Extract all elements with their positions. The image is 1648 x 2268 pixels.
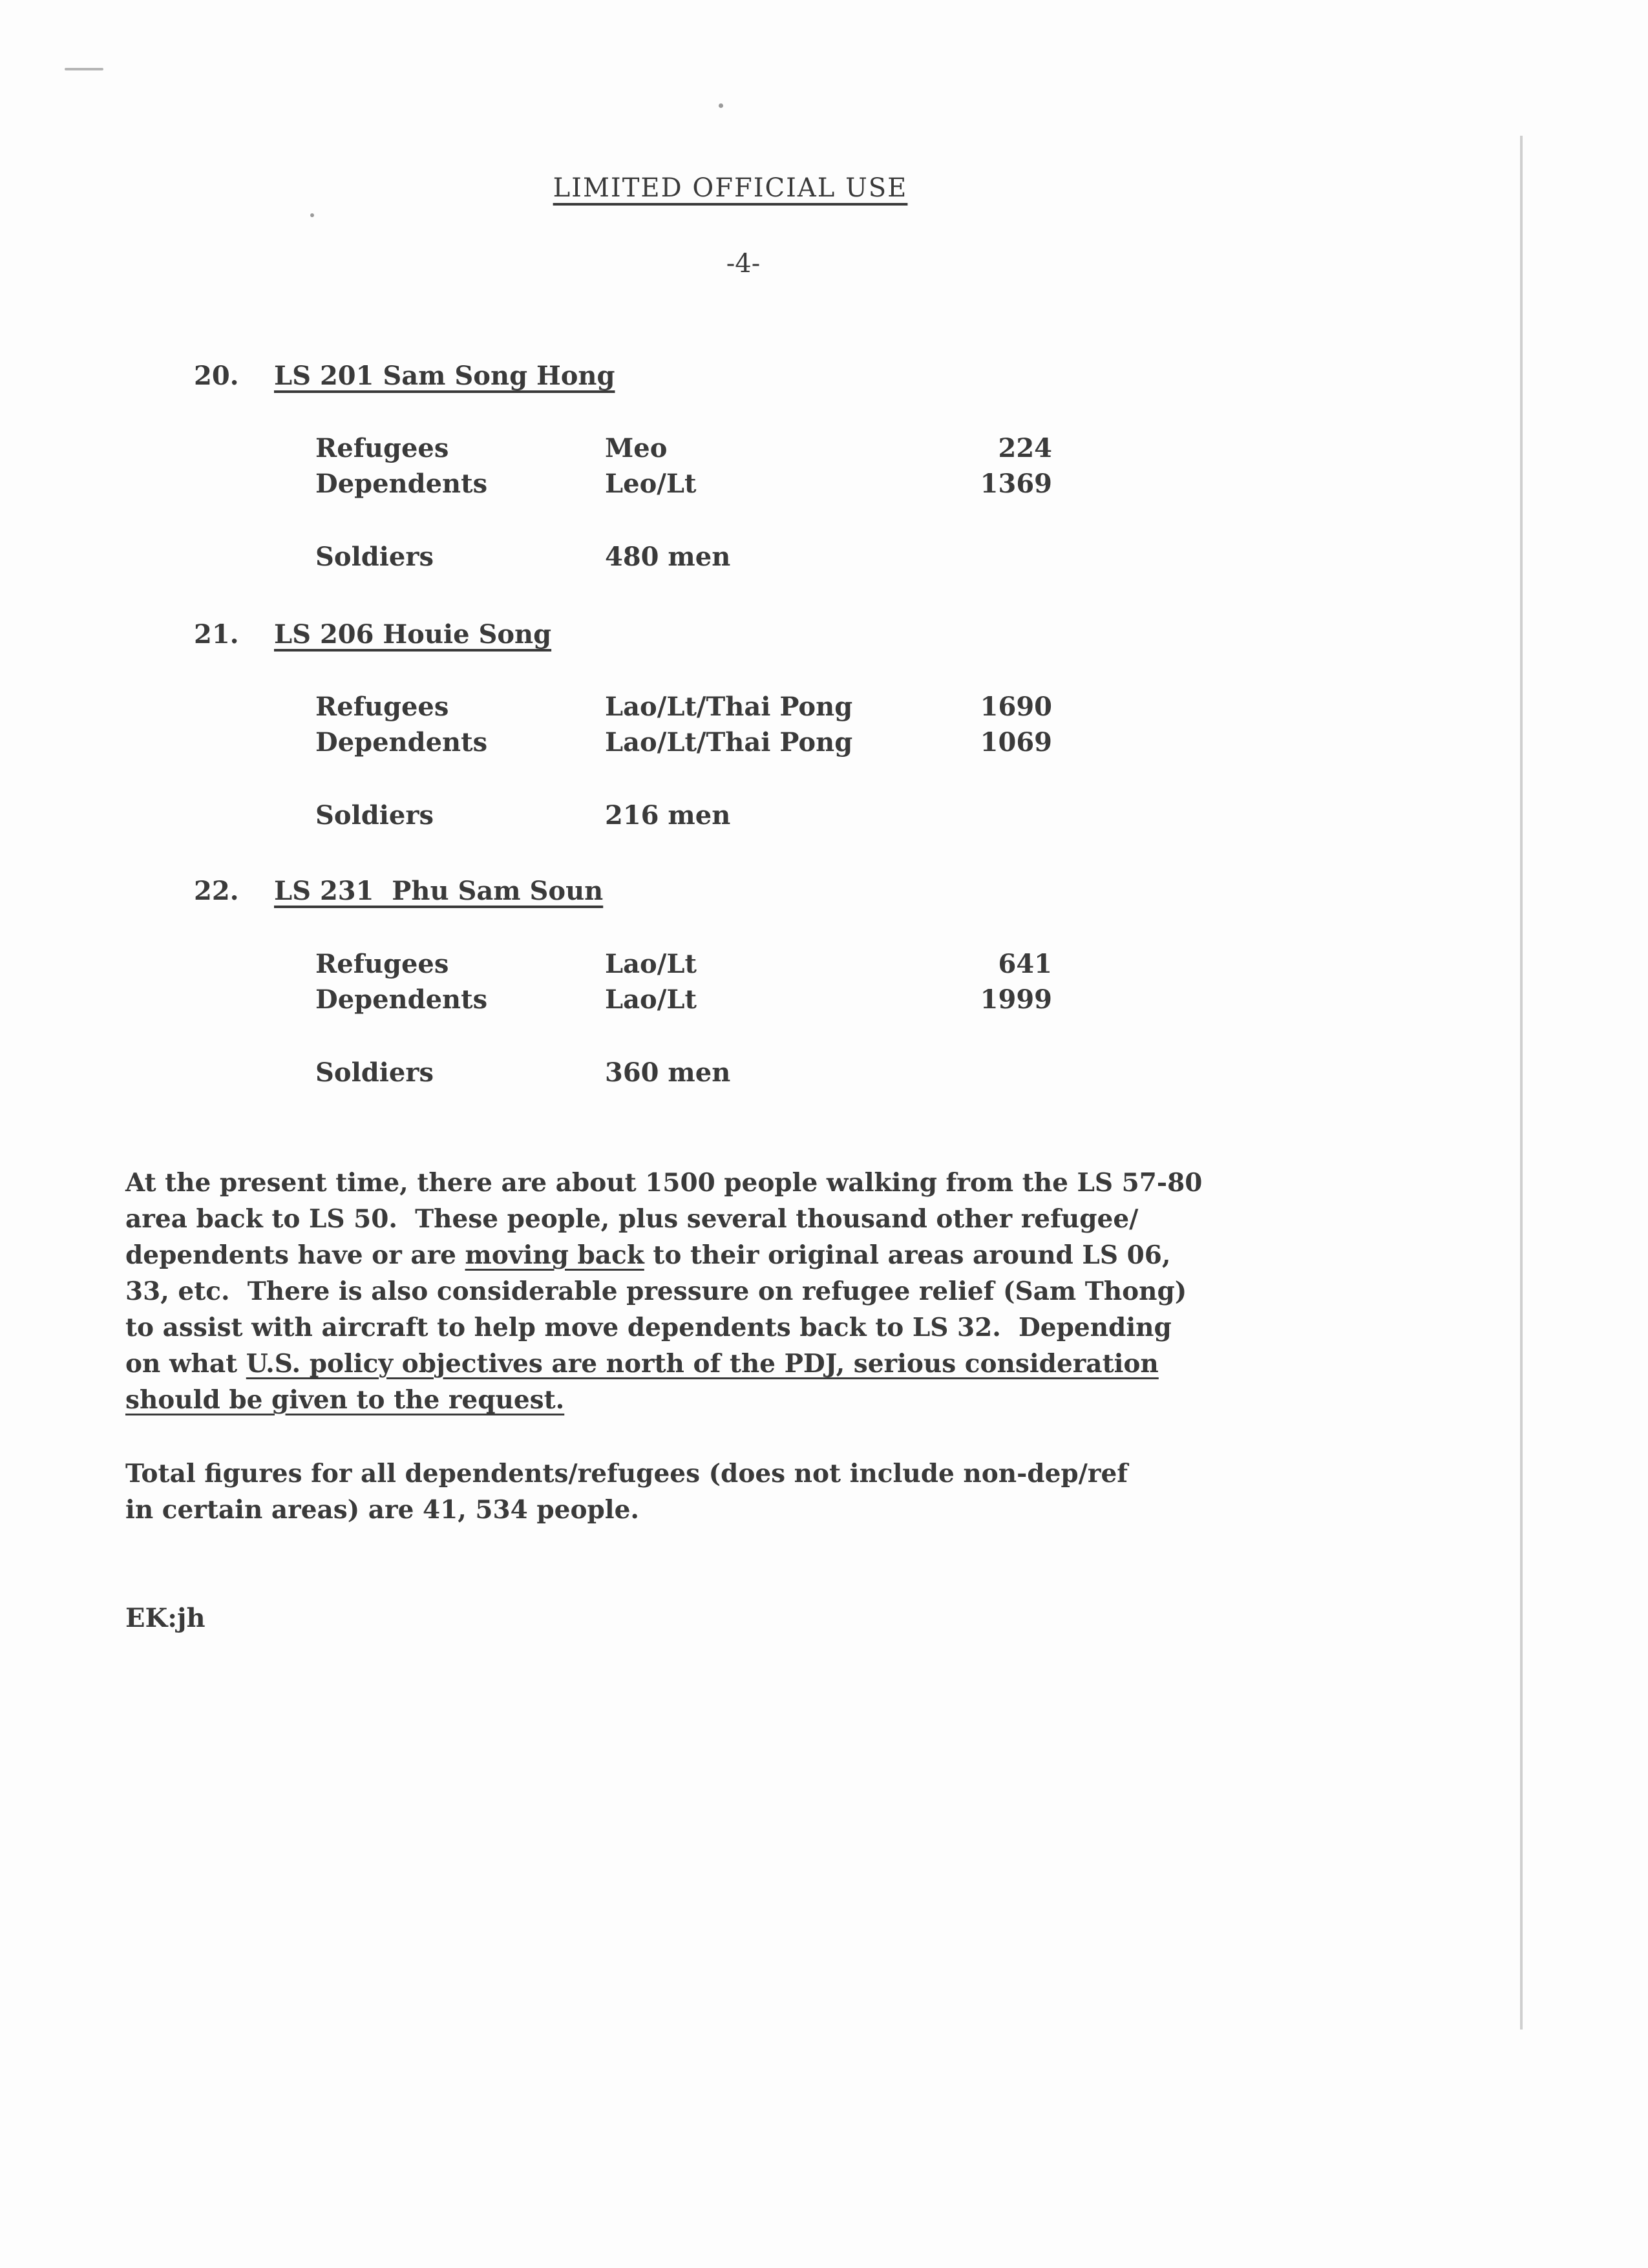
paragraph-line: in certain areas) are 41, 534 people. bbox=[125, 1495, 639, 1525]
section-number: 22. bbox=[194, 876, 239, 906]
row-value: 360 men bbox=[605, 1057, 731, 1088]
refugees-row bbox=[315, 692, 1052, 728]
soldiers-row bbox=[315, 800, 1052, 836]
row-count: 641 bbox=[998, 949, 1052, 979]
underlined-text: moving back bbox=[465, 1240, 644, 1270]
row-value: 216 men bbox=[605, 800, 731, 831]
section-title: LS 231 Phu Sam Soun bbox=[274, 876, 604, 906]
row-label: Refugees bbox=[315, 692, 449, 722]
paragraph-line: to assist with aircraft to help move dependents back to LS 32. Depending bbox=[125, 1313, 1172, 1342]
row-count: 1369 bbox=[980, 469, 1052, 499]
row-group: Lao/Lt/Thai Pong bbox=[605, 727, 853, 758]
paragraph-line bbox=[125, 1382, 1353, 1418]
underlined-text: should be given to the request. bbox=[125, 1385, 565, 1415]
classification-header: LIMITED OFFICIAL USE bbox=[553, 173, 908, 203]
row-label: Soldiers bbox=[315, 800, 434, 831]
section-number: 20. bbox=[194, 361, 239, 391]
row-count: 1069 bbox=[980, 727, 1052, 758]
paragraph-line: Total figures for all dependents/refugees (does not include non-dep/ref bbox=[125, 1459, 1128, 1489]
line-text: dependents have or are bbox=[125, 1240, 465, 1270]
speck bbox=[65, 68, 103, 70]
row-count: 1999 bbox=[980, 984, 1052, 1015]
dependents-row bbox=[315, 469, 1052, 505]
dependents-row bbox=[315, 984, 1052, 1021]
paper-edge bbox=[1520, 136, 1523, 2030]
typist-initials: EK:jh bbox=[125, 1603, 206, 1633]
line-text: on what bbox=[125, 1349, 246, 1379]
row-label: Soldiers bbox=[315, 1057, 434, 1088]
soldiers-row bbox=[315, 1057, 1052, 1094]
row-label: Refugees bbox=[315, 949, 449, 979]
row-label: Dependents bbox=[315, 984, 488, 1015]
underlined-text: U.S. policy objectives are north of the PDJ, serious consideration bbox=[246, 1349, 1159, 1379]
section-heading bbox=[194, 876, 603, 906]
section-title: LS 206 Houie Song bbox=[274, 619, 552, 650]
refugees-row bbox=[315, 433, 1052, 469]
paragraph-line: area back to LS 50. These people, plus several thousand other refugee/ bbox=[125, 1204, 1139, 1234]
section-title: LS 201 Sam Song Hong bbox=[274, 361, 615, 391]
paragraph-line: At the present time, there are about 1500 people walking from the LS 57-80 bbox=[125, 1168, 1203, 1198]
row-count: 1690 bbox=[980, 692, 1052, 722]
dependents-row bbox=[315, 727, 1052, 763]
row-group: Lao/Lt bbox=[605, 949, 697, 979]
row-value: 480 men bbox=[605, 542, 731, 572]
speck bbox=[719, 103, 723, 108]
row-group: Leo/Lt bbox=[605, 469, 697, 499]
section-number: 21. bbox=[194, 619, 239, 650]
row-group: Lao/Lt/Thai Pong bbox=[605, 692, 853, 722]
paragraph-line bbox=[125, 1237, 1353, 1273]
refugees-row bbox=[315, 949, 1052, 985]
line-text: to their original areas around LS 06, bbox=[644, 1240, 1171, 1270]
paragraph-line: 33, etc. There is also considerable pressure on refugee relief (Sam Thong) bbox=[125, 1277, 1187, 1306]
row-label: Refugees bbox=[315, 433, 449, 463]
soldiers-row bbox=[315, 542, 1052, 578]
page-number: -4- bbox=[726, 249, 761, 279]
section-heading bbox=[194, 619, 551, 650]
row-group: Lao/Lt bbox=[605, 984, 697, 1015]
row-label: Dependents bbox=[315, 469, 488, 499]
paragraph-line bbox=[125, 1346, 1353, 1382]
row-count: 224 bbox=[998, 433, 1052, 463]
section-heading bbox=[194, 361, 615, 391]
row-label: Dependents bbox=[315, 727, 488, 758]
narrative-paragraph bbox=[125, 1165, 1353, 1418]
row-group: Meo bbox=[605, 433, 668, 463]
totals-paragraph bbox=[125, 1456, 1353, 1528]
row-label: Soldiers bbox=[315, 542, 434, 572]
speck bbox=[310, 213, 314, 217]
